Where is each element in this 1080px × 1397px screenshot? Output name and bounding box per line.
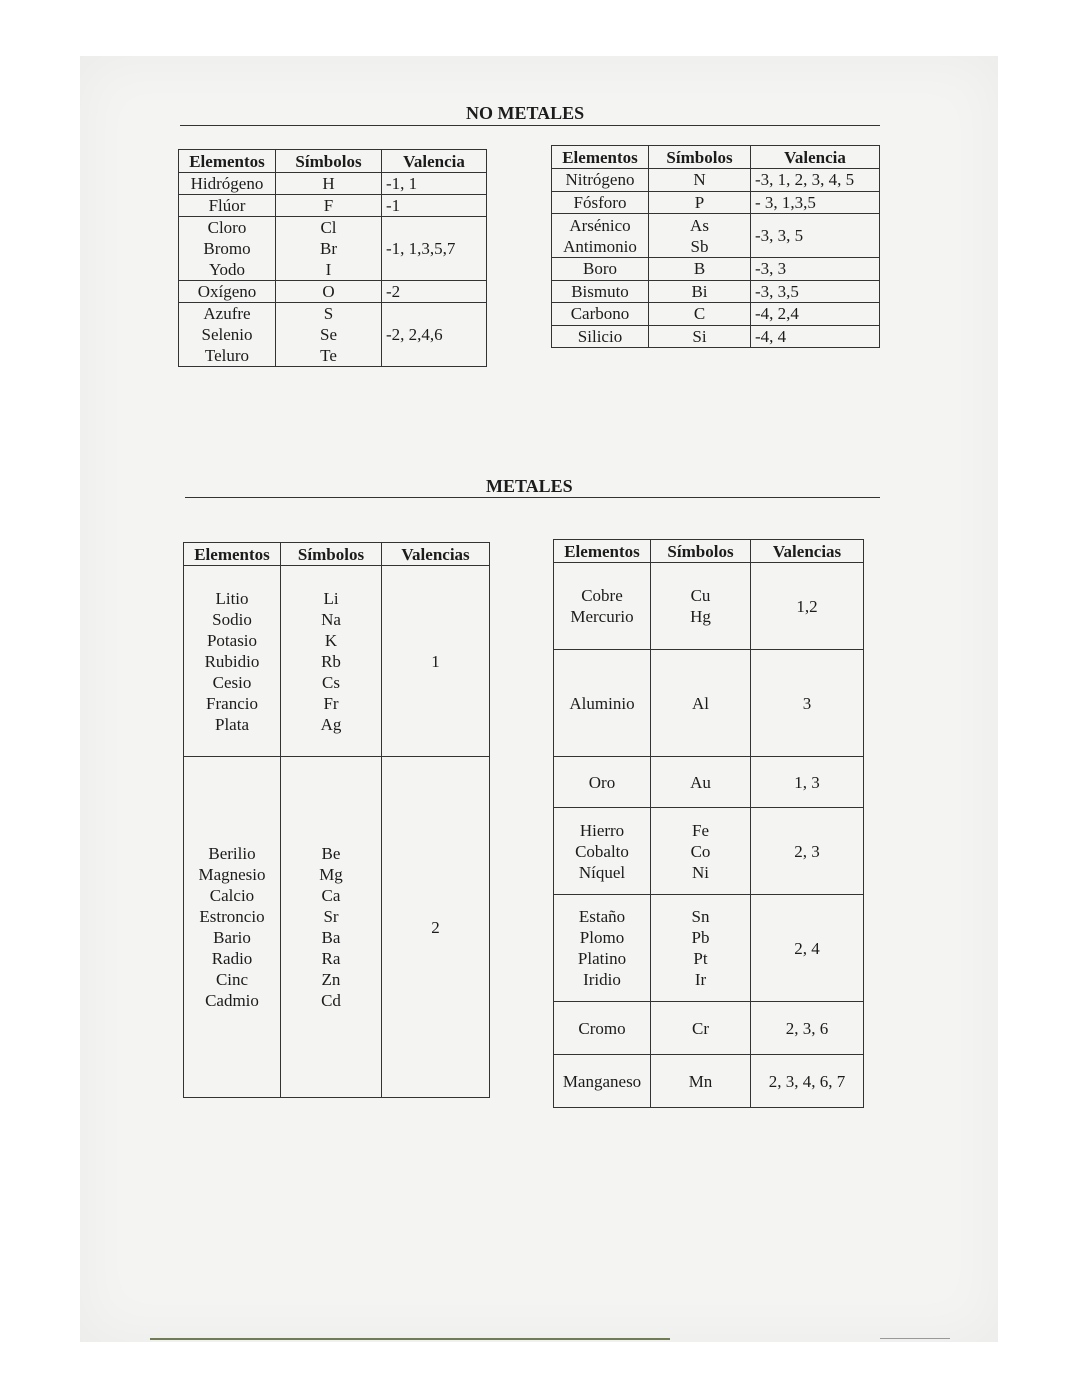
element-symbol: Mg [319,865,343,884]
valence-value: 1, 3 [794,772,820,792]
table-row [179,281,487,303]
table-row [554,757,864,808]
valence-value: -3, 3, 5 [755,226,804,245]
table-row [554,563,864,650]
valence-value: -2, 2,4,6 [386,325,443,344]
column-header: Valencias [751,540,864,563]
element-symbol: Cd [321,991,341,1010]
element-name: Estroncio [199,907,265,926]
table-row [554,808,864,895]
column-header: Valencia [382,150,487,173]
table-row [552,191,880,214]
column-header: Símbolos [649,146,751,169]
element-name: Boro [583,259,617,279]
element-name: Hidrógeno [190,174,264,193]
element-symbol: P [694,192,705,212]
element-symbol: Cr [692,1018,709,1038]
table-row [179,217,487,281]
element-name: Fósforo [573,192,627,212]
column-header: Elementos [179,150,276,173]
column-header: Símbolos [276,150,382,173]
element-name: Iridio [583,970,621,989]
element-name: Cadmio [205,991,259,1010]
element-name: Estaño [578,907,626,926]
table-row [552,258,880,281]
element-name: Cinc [215,970,249,989]
element-name: Magnesio [198,865,266,884]
element-name: Antimonio [563,236,637,256]
column-header: Símbolos [281,543,382,566]
bottom-edge-line [150,1338,670,1340]
element-symbol: Sn [691,907,710,926]
element-name: Cobalto [575,841,629,861]
element-name: Plata [215,714,249,734]
element-name: Litio [215,588,249,608]
element-symbol: O [322,282,335,301]
element-symbol: Mn [688,1071,713,1091]
element-symbol: Zn [321,970,341,989]
element-symbol: Fe [692,820,709,840]
valence-value: -4, 2,4 [755,304,799,324]
element-symbol: Rb [321,651,341,671]
valence-value: 3 [802,693,812,713]
element-name: Selenio [201,325,253,344]
valence-value: -1, 1,3,5,7 [386,239,456,258]
element-symbol: Be [321,844,341,863]
element-symbol: Ca [321,886,341,905]
table-row [554,1002,864,1055]
element-name: Bismuto [571,281,629,301]
element-symbol: C [693,304,706,324]
element-name: Potasio [206,630,258,650]
column-header: Elementos [552,146,649,169]
element-name: Cloro [207,218,247,237]
element-symbol: S [323,304,334,323]
valence-value: -4, 4 [755,326,787,346]
table-row [554,650,864,757]
table-row [552,303,880,326]
element-name: Francio [206,693,258,713]
column-header: Valencia [751,146,880,169]
bottom-edge-mark [880,1338,950,1339]
table-row [552,169,880,192]
table-row [552,214,880,258]
valence-value: -3, 1, 2, 3, 4, 5 [755,170,855,190]
element-name: Berilio [208,844,256,863]
table-metales-left [183,542,490,1098]
element-name: Silicio [577,326,623,346]
element-symbol: Ni [692,862,709,882]
element-symbol: F [323,196,334,215]
section-title-metales: METALES [486,476,573,496]
element-symbol: Na [321,609,341,629]
element-symbol: H [322,174,335,193]
element-name: Bario [213,928,251,947]
valence-value: -1 [386,196,401,215]
element-symbol: Cl [320,218,337,237]
element-symbol: Si [692,326,707,346]
element-symbol: Se [320,325,337,344]
element-name: Cromo [578,1018,626,1038]
element-name: Oro [588,772,616,792]
element-symbol: Co [690,841,711,861]
element-symbol: Te [320,346,337,365]
table-row [552,325,880,348]
element-symbol: Ba [321,928,341,947]
table-metales-right [553,539,864,1108]
table-no-metales-left [178,149,487,367]
element-symbol: B [693,259,706,279]
element-symbol: I [325,260,332,279]
element-name: Platino [577,949,627,968]
element-symbol: Au [690,772,711,792]
element-name: Cesio [212,672,252,692]
valence-value: 2 [431,917,440,937]
column-header: Elementos [184,543,281,566]
column-header: Elementos [554,540,651,563]
element-name: Hierro [579,820,625,840]
element-symbol: Br [320,239,337,258]
table-row [179,173,487,195]
element-name: Nitrógeno [565,170,635,190]
valence-value: -3, 3 [755,259,787,279]
section-rule-no-metales [180,125,880,126]
element-symbol: Ir [694,970,707,989]
element-name: Sodio [212,609,252,629]
table-row [179,303,487,367]
table-row [554,1055,864,1108]
element-symbol: Li [323,588,339,608]
element-symbol: Pt [693,949,708,968]
element-symbol: Ag [320,714,342,734]
table-row [184,566,490,757]
element-name: Aluminio [569,693,635,713]
table-no-metales-right [551,145,880,348]
element-name: Cobre [581,586,623,605]
element-symbol: N [693,170,706,190]
element-name: Carbono [570,304,630,324]
element-symbol: Cu [690,586,711,605]
element-name: Azufre [203,304,251,323]
valence-value: 2, 3 [794,841,820,861]
element-name: Calcio [209,886,255,905]
valence-value: 1 [431,651,440,671]
table-row [552,280,880,303]
element-name: Manganeso [562,1071,642,1091]
element-name: Mercurio [570,607,634,626]
valence-value: 2, 3, 4, 6, 7 [768,1071,846,1091]
element-name: Rubidio [204,651,260,671]
valence-value: -1, 1 [386,174,418,193]
element-name: Plomo [579,928,625,947]
valence-value: 1,2 [796,596,818,616]
table-row [184,757,490,1098]
table-row [554,895,864,1002]
element-name: Yodo [208,260,246,279]
element-symbol: Al [692,693,709,713]
table-row [179,195,487,217]
element-symbol: Pb [691,928,710,947]
element-symbol: Cs [322,672,340,692]
column-header: Valencias [382,543,490,566]
element-symbol: Hg [690,607,711,626]
element-name: Oxígeno [197,282,257,301]
element-symbol: Sr [323,907,339,926]
valence-value: -2 [386,282,401,301]
valence-value: 2, 3, 6 [785,1018,829,1038]
element-name: Arsénico [569,215,631,235]
element-name: Bromo [203,239,251,258]
valence-value: -3, 3,5 [755,281,799,301]
element-symbol: Bi [691,281,708,301]
element-name: Radio [211,949,253,968]
valence-value: 2, 4 [794,938,820,958]
element-symbol: Sb [690,236,709,256]
element-symbol: Fr [323,693,339,713]
section-rule-metales [185,497,880,498]
element-symbol: As [690,215,709,235]
element-name: Teluro [204,346,250,365]
section-title-no-metales: NO METALES [466,103,585,123]
valence-value: - 3, 1,3,5 [755,192,816,212]
element-symbol: Ra [321,949,341,968]
element-symbol: K [324,630,338,650]
element-name: Flúor [208,196,246,215]
column-header: Símbolos [651,540,751,563]
element-name: Níquel [578,862,626,882]
